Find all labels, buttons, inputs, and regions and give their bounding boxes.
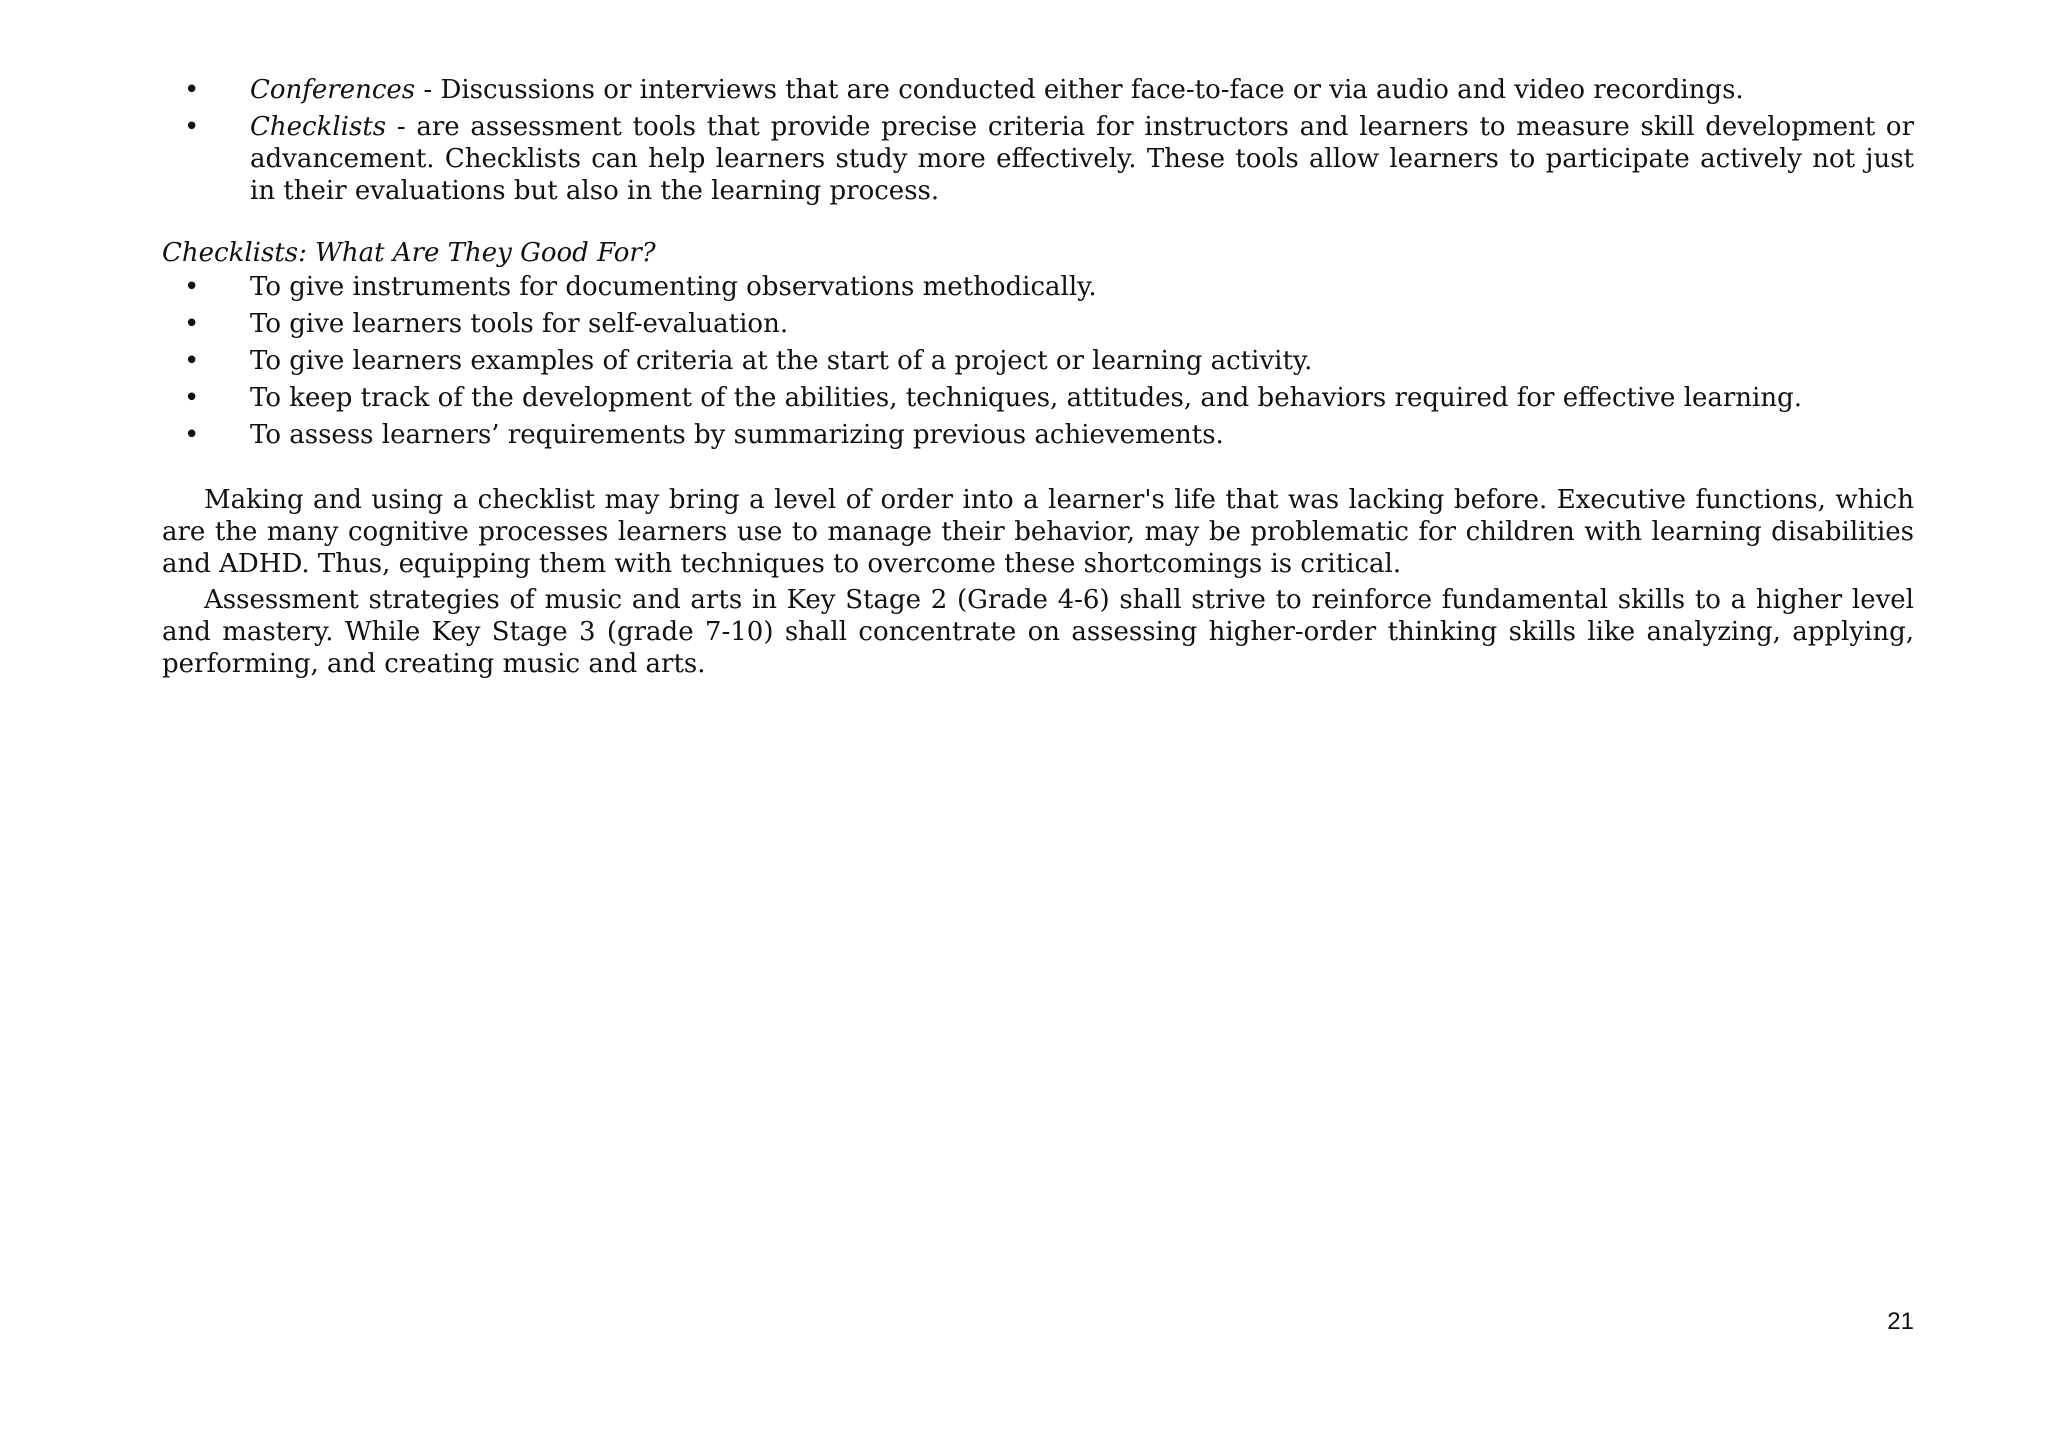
term-definition: - Discussions or interviews that are conducted either face-to-face or via audio and video recordings.: [415, 75, 1744, 105]
bullet-icon: •: [184, 420, 200, 450]
section-heading: Checklists: What Are They Good For?: [162, 238, 656, 268]
bullet-icon: •: [184, 75, 200, 105]
list-item: [162, 382, 1914, 414]
list-item: [162, 419, 1914, 451]
term-label: Checklists: [250, 112, 387, 142]
bullet-icon: •: [184, 346, 200, 376]
bullet-icon: •: [184, 309, 200, 339]
list-item-text: To give instruments for documenting observations methodically.: [250, 272, 1097, 302]
list-item-text: To assess learners’ requirements by summarizing previous achievements.: [250, 420, 1224, 450]
body-paragraph: Making and using a checklist may bring a level of order into a learner's life that was lacking before. Executive functions, which are the many cognitive processes learners use to manage their behavior, may be problematic for children with learning disabilities and ADHD. Thus, equipping them with techniques to overcome these shortcomings is critical.: [162, 485, 1914, 579]
list-item: [162, 345, 1914, 377]
list-item-text: To keep track of the development of the abilities, techniques, attitudes, and behaviors required for effective learning.: [250, 383, 1802, 413]
list-item: [162, 271, 1914, 303]
bullet-icon: •: [184, 112, 200, 142]
bullet-icon: •: [184, 383, 200, 413]
list-item-text: To give learners tools for self-evaluation.: [250, 309, 789, 339]
term-definition: - are assessment tools that provide precise criteria for instructors and learners to measure skill development or advancement. Checklists can help learners study more effectively. These tools allow learners to participate actively not just in their evaluations but also in the learning process.: [250, 112, 1914, 206]
list-item-text: To give learners examples of criteria at the start of a project or learning activity.: [250, 346, 1313, 376]
bullet-icon: •: [184, 272, 200, 302]
document-page: [162, 74, 1914, 680]
list-item: [162, 308, 1914, 340]
term-label: Conferences: [250, 75, 416, 105]
list-item: [162, 74, 1914, 106]
definitions-list: [162, 74, 1914, 207]
purpose-list: [162, 271, 1914, 451]
body-paragraph: Assessment strategies of music and arts in Key Stage 2 (Grade 4-6) shall strive to reinforce fundamental skills to a higher level and mastery. While Key Stage 3 (grade 7-10) shall concentrate on assessing higher-order thinking skills like analyzing, applying, performing, and creating music and arts.: [162, 585, 1914, 679]
list-item: [162, 111, 1914, 207]
page-number: 21: [1887, 1308, 1914, 1335]
